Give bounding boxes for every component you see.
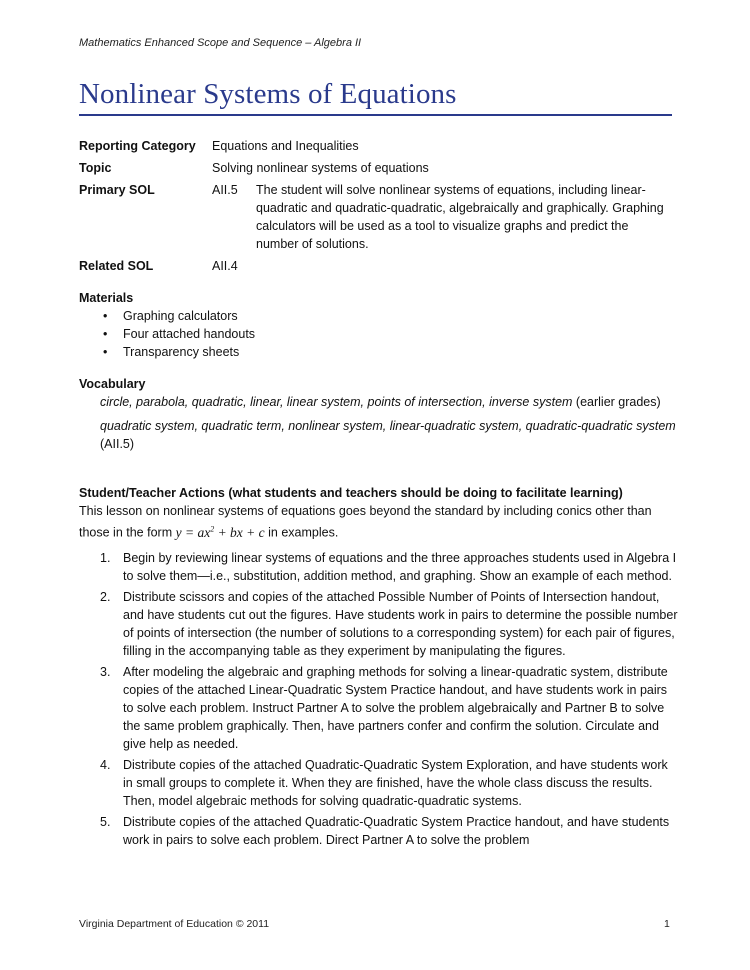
list-item: • Graphing calculators <box>103 309 238 323</box>
primary-sol-row <box>79 181 679 253</box>
actions-section <box>79 484 679 852</box>
actions-heading: Student/Teacher Actions (what students and teachers should be doing to facilitate learning) <box>79 486 623 500</box>
primary-sol-label: Primary SOL <box>79 183 155 197</box>
topic-label: Topic <box>79 161 112 175</box>
vocabulary-heading: Vocabulary <box>79 377 146 391</box>
list-item: 4. Distribute copies of the attached Quadratic-Quadratic System Exploration, and have students work in small groups to complete it. When they are finished, have the whole class discuss the results. Then, model algebraic methods for solving quadratic-quadratic systems. <box>100 757 668 808</box>
bullet-icon: • <box>103 309 108 323</box>
list-item: • Four attached handouts <box>103 327 256 341</box>
vocabulary-section <box>79 375 679 453</box>
related-sol-row <box>79 257 679 275</box>
quadratic-formula: $y = ax^2$ + bx + c <box>175 524 265 540</box>
lesson-metadata <box>79 137 679 275</box>
bullet-icon: • <box>103 327 108 341</box>
list-item: 2. Distribute scissors and copies of the attached Possible Number of Points of Intersection handout, and have students cut out the figures. Have students work in pairs to determine the possible number of points of intersection (the number of solutions to a corresponding system) for each pair of figures, filling in the accompanying table as they experiment by manipulating the figures. <box>100 589 678 658</box>
steps-list <box>79 549 679 849</box>
materials-section <box>79 289 679 361</box>
page-number: 1 <box>664 918 670 930</box>
topic-row <box>79 159 679 177</box>
materials-list <box>79 307 679 361</box>
primary-sol-code: AII.5 <box>212 183 238 197</box>
topic-value: Solving nonlinear systems of equations <box>212 161 429 175</box>
reporting-category-value: Equations and Inequalities <box>212 139 359 153</box>
materials-heading: Materials <box>79 291 134 305</box>
bullet-icon: • <box>103 345 108 359</box>
list-item: 5. Distribute copies of the attached Quadratic-Quadratic System Practice handout, and have students work in pairs to solve each problem. Direct Partner A to solve the problem <box>100 814 670 847</box>
title-divider <box>79 114 672 116</box>
primary-sol-text: The student will solve nonlinear systems of equations, including linear-quadratic and quadratic-quadratic, algebraically and graphically. Graphing calculators will be used as a tool to visualize graphs and predict the number of solutions. <box>256 183 664 251</box>
list-item: 3. After modeling the algebraic and graphing methods for solving a linear-quadratic system, distribute copies of the attached Linear-Quadratic System Practice handout, and have students work in pairs to solve each problem. Instruct Partner A to solve the problem algebraically and Partner B to solve the same problem graphically. Then, have partners confer and confirm the solution. Circulate and give help as needed. <box>100 664 668 751</box>
reporting-category-label: Reporting Category <box>79 139 196 153</box>
running-header: Mathematics Enhanced Scope and Sequence – Algebra II <box>79 37 362 49</box>
footer-copyright: Virginia Department of Education © 2011 <box>79 918 270 930</box>
page-title: Nonlinear Systems of Equations <box>79 78 457 110</box>
related-sol-code: AII.4 <box>212 259 238 273</box>
vocabulary-aii5: quadratic system, quadratic term, nonlinear system, linear-quadratic system, quadratic-quadratic system (AII.5) <box>100 419 676 451</box>
list-item: • Transparency sheets <box>103 345 240 359</box>
reporting-category-row <box>79 137 679 155</box>
vocabulary-earlier-grades: circle, parabola, quadratic, linear, linear system, points of intersection, inverse system (earlier grades) <box>100 395 661 409</box>
actions-intro: This lesson on nonlinear systems of equations goes beyond the standard by including conics other than those in the form $y = ax^2$ + bx + c in examples. <box>79 504 652 540</box>
related-sol-label: Related SOL <box>79 259 154 273</box>
list-item: 1. Begin by reviewing linear systems of equations and the three approaches students used in Algebra I to solve them—i.e., substitution, addition method, and graphing. Show an example of each method. <box>100 550 677 583</box>
